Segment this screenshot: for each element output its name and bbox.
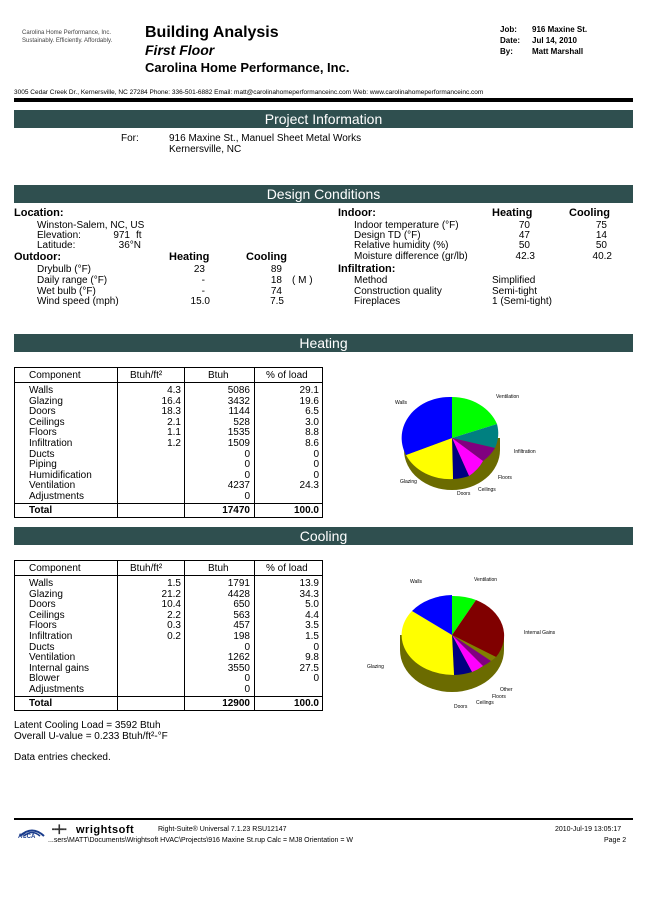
cooling-row-btuhft2: 10.4 bbox=[161, 599, 181, 611]
outdoor-row-heating: - bbox=[201, 286, 205, 297]
indoor-row-heating: 47 bbox=[518, 230, 530, 241]
heating-pie-label-infiltration: Infiltration bbox=[514, 449, 536, 455]
heating-col-btuhft2: Btuh/ft² bbox=[130, 370, 163, 381]
heating-row-pct: 0 bbox=[313, 469, 319, 481]
indoor-row-heating: 70 bbox=[518, 220, 530, 231]
cooling-pie-label-ceilings: Ceilings bbox=[476, 700, 494, 706]
cooling-row-pct: 9.8 bbox=[305, 652, 319, 664]
data-entries-checked: Data entries checked. bbox=[14, 752, 111, 763]
heating-col-divider bbox=[184, 367, 185, 517]
heating-row-btuhft2: 4.3 bbox=[167, 385, 181, 396]
indoor-row-label: Moisture difference (gr/lb) bbox=[354, 251, 468, 262]
cooling-col-divider bbox=[117, 560, 118, 710]
infiltration-row-label: Construction quality bbox=[354, 286, 442, 297]
heating-row-btuh: 3432 bbox=[227, 395, 250, 407]
heating-col-btuh: Btuh bbox=[208, 370, 229, 381]
cooling-row-btuh: 0 bbox=[244, 673, 250, 685]
cooling-col-pct: % of load bbox=[266, 563, 308, 574]
software-version: Right-Suite® Universal 7.1.23 RSU12147 bbox=[158, 826, 287, 833]
heating-row-component: Ventilation bbox=[29, 480, 76, 492]
acca-logo bbox=[18, 824, 46, 842]
cooling-pie-label-internal-gains: Internal Gains bbox=[524, 630, 556, 636]
heating-row-btuhft2: 1.1 bbox=[167, 427, 181, 439]
heating-row-component: Glazing bbox=[29, 395, 63, 407]
cooling-row-component: Adjustments bbox=[29, 684, 85, 695]
cooling-row-pct: 13.9 bbox=[299, 578, 319, 589]
heating-row-btuh: 1144 bbox=[228, 406, 250, 418]
indoor-label: Indoor: bbox=[338, 207, 376, 219]
heating-row-component: Walls bbox=[29, 385, 54, 396]
heating-pie-label-ventilation: Ventilation bbox=[496, 394, 520, 400]
footer-rule bbox=[14, 818, 633, 820]
heating-col-pct: % of load bbox=[266, 370, 308, 381]
cooling-total-btuh: 12900 bbox=[222, 698, 250, 709]
outdoor-row-cooling: 18 bbox=[270, 275, 282, 286]
infiltration-row-label: Method bbox=[354, 275, 388, 286]
cooling-row-component: Blower bbox=[29, 673, 60, 685]
heating-row-pct: 19.6 bbox=[299, 395, 319, 407]
heating-pie-label-glazing: Glazing bbox=[400, 479, 417, 485]
heating-row-btuh: 5086 bbox=[227, 385, 250, 396]
heating-pie-label-floors: Floors bbox=[498, 475, 512, 481]
heating-row-component: Adjustments bbox=[29, 491, 85, 502]
section-design-conditions: Design Conditions bbox=[14, 185, 633, 203]
for-line-1: 916 Maxine St., Manuel Sheet Metal Works bbox=[169, 133, 362, 144]
cooling-pie-chart bbox=[370, 560, 550, 720]
report-title: Building Analysis bbox=[145, 24, 279, 41]
cooling-row-btuh: 457 bbox=[233, 620, 250, 632]
heating-row-btuh: 0 bbox=[244, 469, 250, 481]
heating-row-btuh: 1509 bbox=[227, 438, 250, 449]
indoor-heating-header: Heating bbox=[492, 207, 533, 219]
outdoor-row-label: Daily range (°F) bbox=[37, 275, 108, 286]
indoor-row-label: Design TD (°F) bbox=[354, 230, 421, 241]
heating-row-component: Infiltration bbox=[29, 438, 73, 449]
cooling-col-divider bbox=[254, 560, 255, 710]
cooling-row-btuh: 1791 bbox=[227, 578, 250, 589]
date-label: Date: bbox=[500, 36, 521, 45]
heating-pie-label-doors: Doors bbox=[457, 491, 471, 497]
cooling-pie-label-walls: Walls bbox=[410, 579, 423, 585]
company-tagline-1: Carolina Home Performance, Inc. bbox=[22, 30, 112, 36]
heating-row-component: Piping bbox=[29, 459, 57, 471]
indoor-cooling-header: Cooling bbox=[569, 207, 610, 219]
cooling-row-component: Walls bbox=[29, 578, 54, 589]
heating-row-btuhft2: 18.3 bbox=[161, 406, 181, 418]
heating-header-rule bbox=[14, 382, 322, 383]
cooling-row-component: Internal gains bbox=[29, 662, 90, 674]
cooling-pie-label-glazing: Glazing bbox=[367, 664, 384, 670]
date-value: Jul 14, 2010 bbox=[532, 36, 577, 45]
outdoor-row-heating: 23 bbox=[193, 264, 205, 275]
indoor-row-heating: 42.3 bbox=[515, 251, 535, 262]
heating-row-pct: 3.0 bbox=[305, 416, 319, 428]
heating-pie-label-ceilings: Ceilings bbox=[478, 487, 496, 493]
cooling-total-rule bbox=[14, 696, 322, 697]
outdoor-row-heating: 15.0 bbox=[190, 296, 210, 307]
heating-total-rule bbox=[14, 503, 322, 504]
cooling-row-pct: 34.3 bbox=[299, 588, 319, 600]
outdoor-row-cooling: 89 bbox=[270, 264, 282, 275]
cooling-row-btuhft2: 0.3 bbox=[167, 620, 181, 632]
heating-row-btuhft2: 1.2 bbox=[167, 438, 181, 449]
heating-row-btuhft2: 2.1 bbox=[167, 416, 181, 428]
heating-row-component: Doors bbox=[29, 406, 56, 418]
cooling-row-component: Ducts bbox=[29, 641, 55, 653]
heating-total-pct: 100.0 bbox=[293, 505, 319, 516]
job-label: Job: bbox=[500, 25, 517, 34]
heating-total-label: Total bbox=[29, 505, 53, 516]
cooling-pie-label-ventilation: Ventilation bbox=[474, 577, 498, 583]
cooling-row-btuh: 4428 bbox=[227, 588, 250, 600]
cooling-row-btuhft2: 2.2 bbox=[167, 609, 181, 621]
cooling-row-btuh: 0 bbox=[244, 684, 250, 695]
company-tagline-2: Sustainably. Efficiently. Affordably. bbox=[22, 38, 113, 44]
acca-logo-text: ACCA bbox=[18, 834, 36, 840]
heating-row-pct: 0 bbox=[313, 459, 319, 471]
latitude-value: 36°N bbox=[118, 240, 141, 251]
heating-row-pct: 24.3 bbox=[299, 480, 319, 492]
indoor-row-cooling: 50 bbox=[595, 240, 607, 251]
project-path: ...sers\MATT\Documents\Wrightsoft HVAC\Projects\916 Maxine St.rup Calc = MJ8 Orientation = W bbox=[48, 837, 353, 844]
cooling-row-pct: 27.5 bbox=[299, 662, 319, 674]
cooling-row-pct: 0 bbox=[313, 641, 319, 653]
cooling-row-pct: 5.0 bbox=[305, 599, 319, 611]
cooling-row-component: Ventilation bbox=[29, 652, 76, 664]
report-timestamp: 2010-Jul-19 13:05:17 bbox=[555, 826, 622, 833]
indoor-row-cooling: 40.2 bbox=[592, 251, 612, 262]
cooling-row-pct: 1.5 bbox=[305, 631, 319, 642]
cooling-pie-label-doors: Doors bbox=[454, 704, 468, 710]
heating-row-pct: 0 bbox=[313, 448, 319, 460]
wrightsoft-logo-mark: ╍╋╍ bbox=[52, 825, 67, 834]
address-line: 3005 Cedar Creek Dr., Kernersville, NC 27284 Phone: 336-501-6882 Email: matt@carolinahomeperformanceinc.com Web: www.carolinahomeperformanceinc.com bbox=[14, 89, 484, 96]
overall-u-value: Overall U-value = 0.233 Btuh/ft²-°F bbox=[14, 731, 168, 742]
cooling-row-btuh: 650 bbox=[233, 599, 250, 611]
infiltration-row-value: 1 (Semi-tight) bbox=[492, 296, 553, 307]
heating-row-btuh: 0 bbox=[244, 448, 250, 460]
header-rule bbox=[14, 98, 633, 102]
outdoor-row-cooling: 74 bbox=[270, 286, 282, 297]
cooling-row-btuhft2: 1.5 bbox=[167, 578, 181, 589]
infiltration-label: Infiltration: bbox=[338, 263, 396, 275]
cooling-pie-label-other: Other bbox=[500, 687, 513, 693]
cooling-row-btuhft2: 21.2 bbox=[161, 588, 181, 600]
by-value: Matt Marshall bbox=[532, 47, 584, 56]
cooling-row-btuh: 198 bbox=[233, 631, 250, 642]
cooling-row-btuh: 0 bbox=[244, 641, 250, 653]
cooling-col-divider bbox=[184, 560, 185, 710]
heating-row-component: Ducts bbox=[29, 448, 55, 460]
heating-row-btuh: 1535 bbox=[227, 427, 250, 439]
cooling-row-component: Infiltration bbox=[29, 631, 73, 642]
cooling-header-rule bbox=[14, 575, 322, 576]
infiltration-row-value: Semi-tight bbox=[492, 286, 538, 297]
cooling-col-btuhft2: Btuh/ft² bbox=[130, 563, 163, 574]
outdoor-row-label: Drybulb (°F) bbox=[37, 264, 92, 275]
heating-row-btuh: 0 bbox=[244, 491, 250, 502]
cooling-row-component: Doors bbox=[29, 599, 56, 611]
indoor-row-cooling: 14 bbox=[595, 230, 607, 241]
indoor-row-heating: 50 bbox=[518, 240, 530, 251]
section-heating: Heating bbox=[14, 334, 633, 352]
elevation-label: Elevation: bbox=[37, 230, 81, 241]
heating-row-pct: 6.5 bbox=[305, 406, 319, 418]
cooling-row-pct: 0 bbox=[313, 673, 319, 685]
cooling-row-component: Floors bbox=[29, 620, 57, 632]
elevation-value: 971 bbox=[113, 230, 130, 241]
heating-row-component: Floors bbox=[29, 427, 57, 439]
cooling-total-pct: 100.0 bbox=[293, 698, 319, 709]
heating-col-divider bbox=[117, 367, 118, 517]
for-label: For: bbox=[121, 133, 139, 144]
cooling-row-component: Glazing bbox=[29, 588, 63, 600]
cooling-pie-label-floors: Floors bbox=[492, 694, 506, 700]
indoor-row-label: Indoor temperature (°F) bbox=[354, 220, 459, 231]
outdoor-row-heating: - bbox=[201, 275, 205, 286]
section-project-information: Project Information bbox=[14, 110, 633, 128]
cooling-row-pct: 4.4 bbox=[305, 609, 319, 621]
heating-row-component: Humidification bbox=[29, 469, 92, 481]
indoor-row-cooling: 75 bbox=[595, 220, 607, 231]
outdoor-cooling-header: Cooling bbox=[246, 251, 287, 263]
cooling-row-btuh: 1262 bbox=[227, 652, 250, 664]
heating-pie-label-walls: Walls bbox=[395, 400, 408, 406]
heating-row-pct: 8.8 bbox=[305, 427, 319, 439]
company-name: Carolina Home Performance, Inc. bbox=[145, 60, 350, 75]
job-value: 916 Maxine St. bbox=[532, 25, 588, 34]
heating-row-btuh: 528 bbox=[233, 416, 250, 428]
report-subtitle: First Floor bbox=[145, 42, 215, 58]
indoor-row-label: Relative humidity (%) bbox=[354, 240, 449, 251]
cooling-row-pct: 3.5 bbox=[305, 620, 319, 632]
infiltration-row-value: Simplified bbox=[492, 275, 536, 286]
section-cooling: Cooling bbox=[14, 527, 633, 545]
cooling-row-btuh: 3550 bbox=[227, 662, 250, 674]
cooling-col-btuh: Btuh bbox=[208, 563, 229, 574]
heating-col-divider bbox=[254, 367, 255, 517]
heating-pie-chart bbox=[370, 360, 550, 510]
heating-row-btuh: 0 bbox=[244, 459, 250, 471]
outdoor-heating-header: Heating bbox=[169, 251, 210, 263]
location-label: Location: bbox=[14, 207, 64, 219]
wrightsoft-logo-text: wrightsoft bbox=[76, 824, 135, 836]
outdoor-row-extra: ( M ) bbox=[292, 275, 313, 286]
elevation-unit: ft bbox=[136, 230, 142, 241]
cooling-row-component: Ceilings bbox=[29, 609, 65, 621]
heating-col-component: Component bbox=[29, 370, 81, 381]
for-line-2: Kernersville, NC bbox=[169, 144, 242, 155]
latent-cooling-load: Latent Cooling Load = 3592 Btuh bbox=[14, 720, 161, 731]
heating-row-btuh: 4237 bbox=[227, 480, 250, 492]
heating-row-component: Ceilings bbox=[29, 416, 65, 428]
outdoor-row-label: Wind speed (mph) bbox=[37, 296, 119, 307]
outdoor-row-cooling: 7.5 bbox=[270, 296, 284, 307]
heating-total-btuh: 17470 bbox=[222, 505, 250, 516]
infiltration-row-label: Fireplaces bbox=[354, 296, 401, 307]
cooling-row-btuh: 563 bbox=[233, 609, 250, 621]
cooling-row-btuhft2: 0.2 bbox=[167, 631, 181, 642]
cooling-total-label: Total bbox=[29, 698, 53, 709]
heating-row-btuhft2: 16.4 bbox=[161, 395, 181, 407]
heating-row-pct: 8.6 bbox=[305, 438, 319, 449]
outdoor-label: Outdoor: bbox=[14, 251, 62, 263]
location-value: Winston-Salem, NC, US bbox=[37, 220, 145, 231]
cooling-col-component: Component bbox=[29, 563, 81, 574]
by-label: By: bbox=[500, 47, 513, 56]
outdoor-row-label: Wet bulb (°F) bbox=[37, 286, 96, 297]
latitude-label: Latitude: bbox=[37, 240, 76, 251]
heating-row-pct: 29.1 bbox=[299, 385, 319, 396]
page-number: Page 2 bbox=[604, 837, 627, 844]
